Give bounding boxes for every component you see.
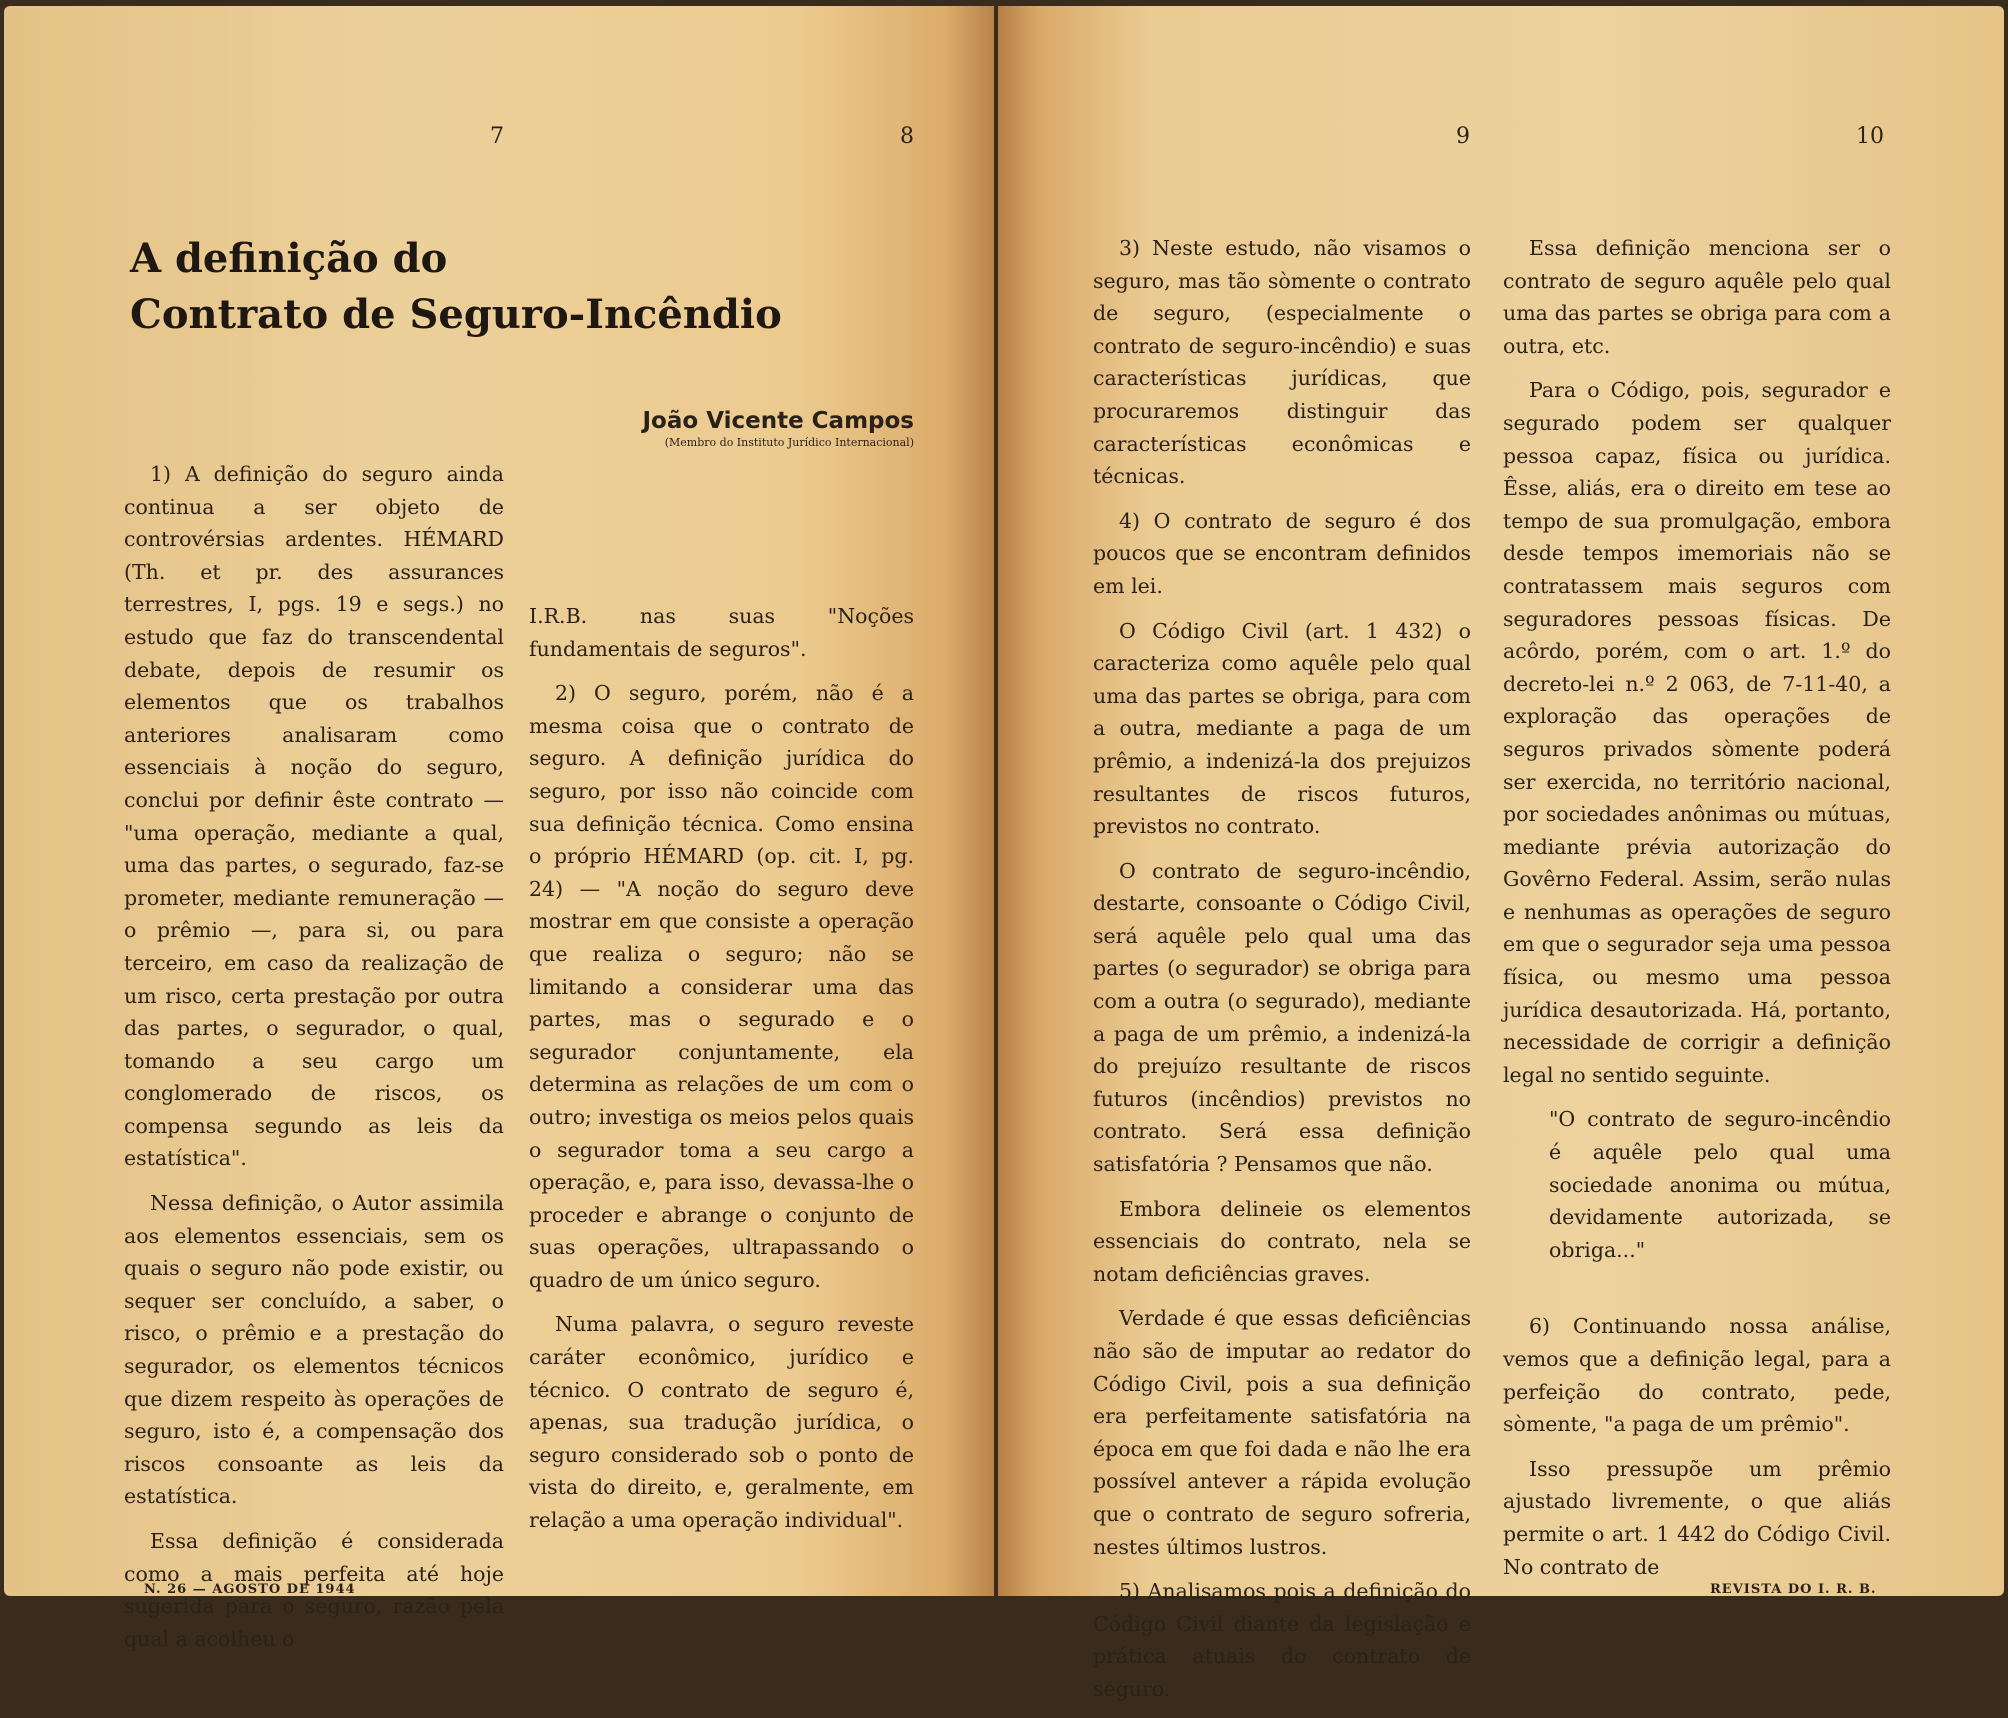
paragraph: Essa definição menciona ser o contrato de seguro aquêle pelo qual uma das partes se obriga para com a outra, etc. bbox=[1503, 236, 1891, 358]
paragraph: O contrato de seguro-incêndio, destarte, consoante o Código Civil, será aquêle pelo qual uma das partes (o segurador) se obriga para com a outra (o segurado), mediante a paga de um prêmio, a indenizá-la do prejuízo resultante de riscos futuros (incêndios) previstos no contrato. Será essa definição satisfatória ? Pensamos que não. bbox=[1093, 858, 1471, 1177]
right-page bbox=[998, 6, 2004, 1701]
paragraph: Para o Código, pois, segurador e segurado podem ser qualquer pessoa capaz, física ou jurídica. Êsse, aliás, era o direito em tese ao tempo de sua promulgação, embora desde tempos imemoriais não se contratassem mais seguros com seguradores pessoas físicas. De acôrdo, porém, com o art. 1.º do decreto-lei n.º 2 063, de 7-11-40, a exploração das operações de seguros privados sòmente poderá ser exercida, no território nacional, por sociedades anônimas ou mútuas, mediante prévia autorização do Govêrno Federal. Assim, serão nulas e nenhumas as operações de seguro em que o segurador seja uma pessoa física, ou mesmo uma pessoa jurídica desautorizada. Há, portanto, necessidade de corrigir a definição legal no sentido seguinte. bbox=[1503, 378, 1891, 1087]
paragraph: 2) O seguro, porém, não é a mesma coisa que o contrato de seguro. A definição jurídica do seguro, por isso não coincide com sua definição técnica. Como ensina o próprio HÉMARD (op. cit. I, pg. 24) — "A noção do seguro deve mostrar em que consiste a operação que realiza o seguro; não se limitando a considerar uma das partes, mas o segurado e o segurador conjuntamente, ela determina as relações de um com o outro; investiga os meios pelos quais o segurador toma a seu cargo a operação, e, para isso, devassa-lhe o proceder e abrange o conjunto de suas operações, ultrapassando o quadro de um único seguro. bbox=[529, 681, 914, 1292]
paragraph: Isso pressupõe um prêmio ajustado livremente, o que aliás permite o art. 1 442 do Código Civil. No contrato de bbox=[1503, 1456, 1891, 1579]
definition-quote bbox=[1549, 1103, 1891, 1266]
paragraph: I.R.B. nas suas "Noções fundamentais de seguros". bbox=[529, 604, 914, 661]
page-number-10: 10 bbox=[1856, 124, 1884, 149]
page-number-8: 8 bbox=[900, 124, 914, 149]
page-number-9: 9 bbox=[1456, 124, 1470, 149]
footer-journal: REVISTA DO I. R. B. bbox=[1710, 1582, 1877, 1597]
paragraph: O Código Civil (art. 1 432) o caracteriza como aquêle pelo qual uma das partes se obriga, para com a outra, mediante a paga de um prêmio, a indenizá-la dos prejuizos resultantes de riscos futuros, previstos no contrato. bbox=[1093, 618, 1471, 839]
paragraph: 1) A definição do seguro ainda continua a ser objeto de controvérsias ardentes. HÉMARD (Th. et pr. des assurances terrestres, I, pgs. 19 e segs.) no estudo que faz do transcendental debate, depois de resumir os elementos que os trabalhos anteriores analisaram como essenciais à noção do seguro, conclui por definir êste contrato — "uma operação, mediante a qual, uma das partes, o segurado, faz-se prometer, mediante remuneração — o prêmio —, para si, ou para terceiro, em caso da realização de um risco, certa prestação por outra das partes, o segurador, o qual, tomando a seu cargo um conglomerado de riscos, os compensa segundo as leis da estatística". bbox=[124, 462, 504, 1171]
author-name: João Vicente Campos bbox=[642, 408, 914, 434]
author-block bbox=[643, 408, 915, 449]
footer-issue: N. 26 — AGOSTO DE 1944 bbox=[144, 1582, 356, 1597]
column-9 bbox=[1093, 232, 1471, 1718]
column-10 bbox=[1503, 232, 1891, 1595]
title-line-1: A definição do bbox=[130, 235, 448, 282]
column-7 bbox=[124, 458, 504, 1667]
author-role: (Membro do Instituto Jurídico Internacional) bbox=[664, 436, 914, 449]
column-8 bbox=[529, 600, 914, 1549]
paragraph: 6) Continuando nossa análise, vemos que a definição legal, para a perfeição do contrato, pede, sòmente, "a paga de um prêmio". bbox=[1503, 1314, 1891, 1437]
paragraph: Nessa definição, o Autor assimila aos elementos essenciais, sem os quais o seguro não pode existir, ou sequer ser concluído, a saber, o risco, o prêmio e a prestação do segurador, os elementos técnicos que dizem respeito às operações de seguro, isto é, a compensação dos riscos consoante as leis da estatística. bbox=[124, 1191, 504, 1509]
paragraph: 3) Neste estudo, não visamos o seguro, mas tão sòmente o contrato de seguro, (especialmente o contrato de seguro-incêndio) e suas características jurídicas, que procuraremos distinguir das características econômicas e técnicas. bbox=[1093, 236, 1471, 489]
quote-text: "O contrato de seguro-incêndio é aquêle pelo qual uma sociedade anonima ou mútua, devidamente autorizada, se obriga..." bbox=[1549, 1107, 1891, 1262]
paragraph: Verdade é que essas deficiências não são de imputar ao redator do Código Civil, pois a sua definição era perfeitamente satisfatória na época em que foi dada e não lhe era possível antever a rápida evolução que o contrato de seguro sofreria, nestes últimos lustros. bbox=[1093, 1306, 1471, 1559]
title-line-2: Contrato de Seguro-Incêndio bbox=[130, 291, 782, 338]
left-page bbox=[4, 6, 994, 1651]
paragraph: Numa palavra, o seguro reveste caráter econômico, jurídico e técnico. O contrato de seguro é, apenas, sua tradução jurídica, o seguro considerado sob o ponto de vista do direito, e, geralmente, em relação a uma operação individual". bbox=[529, 1312, 914, 1533]
paragraph: Embora delineie os elementos essenciais do contrato, nela se notam deficiências graves. bbox=[1093, 1196, 1471, 1286]
page-number-7: 7 bbox=[490, 124, 504, 149]
paragraph: Essa definição é considerada como a mais perfeita até hoje sugerida para o seguro, razão pela qual a acolheu o bbox=[124, 1529, 504, 1651]
paragraph: 4) O contrato de seguro é dos poucos que se encontram definidos em lei. bbox=[1093, 508, 1471, 598]
paragraph: 5) Analisamos pois a definição do Código Civil diante da legislação e prática atuais do contrato de seguro. bbox=[1093, 1579, 1471, 1701]
article-title bbox=[130, 231, 782, 343]
